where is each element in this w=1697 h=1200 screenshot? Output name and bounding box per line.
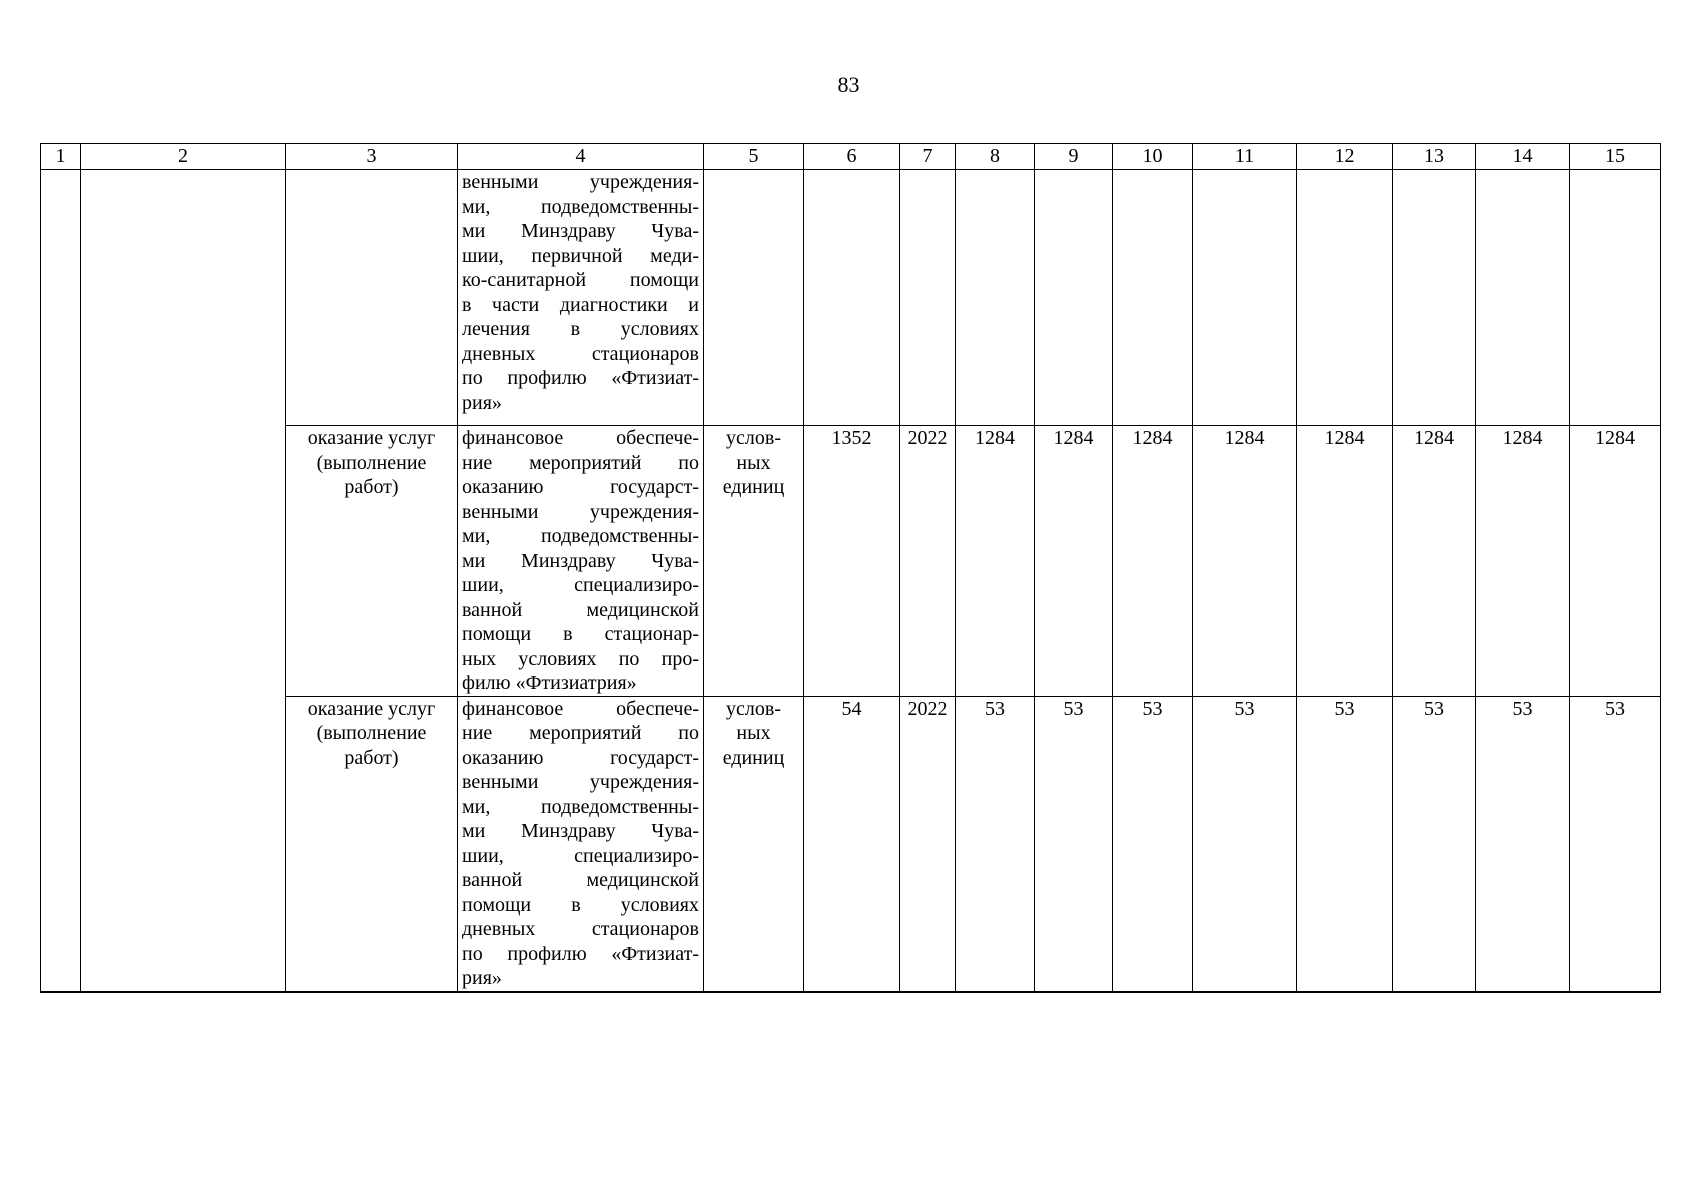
description-line: лечения в условиях <box>462 318 699 340</box>
description-line: ванной медицинской <box>462 598 699 621</box>
description-line: ванной медицинской <box>462 869 699 891</box>
value-cell: 1352 <box>804 426 900 697</box>
value-cell <box>1393 170 1476 426</box>
data-table <box>40 143 1661 993</box>
column-header: 2 <box>81 144 286 170</box>
service-type-line: оказание услуг <box>307 697 436 720</box>
description-line: ных условиях по про- <box>462 647 699 670</box>
value-cell: 1284 <box>1035 426 1113 697</box>
description-line: ко-санитарной помощи <box>462 269 699 291</box>
description-line: ние мероприятий по <box>462 451 699 474</box>
value-cell <box>1297 170 1393 426</box>
table-row <box>41 426 1661 697</box>
value-cell <box>1476 170 1570 426</box>
column-number-row <box>41 144 1661 170</box>
column-header: 7 <box>900 144 956 170</box>
column-header: 1 <box>41 144 81 170</box>
name-cell <box>81 696 286 992</box>
description-line: ми, подведомственны- <box>462 795 699 818</box>
value-cell <box>1035 170 1113 426</box>
value-cell: 2022 <box>900 426 956 697</box>
value-cell: 1284 <box>1393 426 1476 697</box>
description-line: дневных стационаров <box>462 918 699 940</box>
table-row <box>41 696 1661 992</box>
description-line: финансовое обеспече- <box>462 427 699 449</box>
description-line: дневных стационаров <box>462 342 699 365</box>
description-line: по профилю «Фтизиат- <box>462 367 699 389</box>
description-line: шии, специализиро- <box>462 844 699 867</box>
unit-line: ных <box>736 722 771 744</box>
description-line: ние мероприятий по <box>462 722 699 744</box>
description-line: ми, подведомственны- <box>462 195 699 218</box>
column-header: 3 <box>286 144 458 170</box>
value-cell: 53 <box>1393 696 1476 992</box>
column-header: 9 <box>1035 144 1113 170</box>
description-line: шии, специализиро- <box>462 574 699 596</box>
description-line: финансовое обеспече- <box>462 697 699 720</box>
value-cell: 1284 <box>1297 426 1393 697</box>
description-line: венными учреждения- <box>462 771 699 793</box>
value-cell <box>804 170 900 426</box>
description-line: помощи в условиях <box>462 893 699 916</box>
value-cell <box>956 170 1035 426</box>
value-cell: 53 <box>1297 696 1393 992</box>
value-cell: 54 <box>804 696 900 992</box>
value-cell: 1284 <box>956 426 1035 697</box>
description-line: шии, первичной меди- <box>462 244 699 267</box>
description-line: ми Минздраву Чува- <box>462 820 699 842</box>
column-header: 15 <box>1570 144 1661 170</box>
value-cell: 1284 <box>1570 426 1661 697</box>
description-line: венными учреждения- <box>462 500 699 523</box>
value-cell: 53 <box>1193 696 1297 992</box>
value-cell: 53 <box>1035 696 1113 992</box>
column-header: 8 <box>956 144 1035 170</box>
value-cell: 1284 <box>1193 426 1297 697</box>
description-cell <box>458 170 704 426</box>
page-number: 83 <box>837 72 860 97</box>
value-cell: 1284 <box>1476 426 1570 697</box>
column-header: 5 <box>704 144 804 170</box>
service-type-line: работ) <box>344 476 399 498</box>
value-cell: 53 <box>1476 696 1570 992</box>
description-cell <box>458 426 704 697</box>
description-line: рия» <box>462 391 502 414</box>
description-line: рия» <box>462 967 502 989</box>
unit-line: единиц <box>722 476 785 498</box>
value-cell: 53 <box>956 696 1035 992</box>
service-type-cell <box>286 696 458 992</box>
value-cell: 53 <box>1113 696 1193 992</box>
value-cell: 53 <box>1570 696 1661 992</box>
value-cell <box>900 170 956 426</box>
column-header: 13 <box>1393 144 1476 170</box>
unit-line: единиц <box>722 746 785 769</box>
column-header: 12 <box>1297 144 1393 170</box>
value-cell: 1284 <box>1113 426 1193 697</box>
column-header: 10 <box>1113 144 1193 170</box>
description-cell <box>458 696 704 992</box>
description-line: оказанию государст- <box>462 746 699 769</box>
service-type-line: работ) <box>344 746 399 769</box>
column-header: 4 <box>458 144 704 170</box>
description-line: ми, подведомственны- <box>462 525 699 547</box>
value-cell <box>1113 170 1193 426</box>
unit-cell <box>704 426 804 697</box>
column-header: 6 <box>804 144 900 170</box>
description-line: венными учреждения- <box>462 171 699 193</box>
description-line: помощи в стационар- <box>462 623 699 645</box>
column-header: 11 <box>1193 144 1297 170</box>
description-line: в части диагностики и <box>462 293 699 316</box>
unit-cell <box>704 696 804 992</box>
description-line: ми Минздраву Чува- <box>462 549 699 572</box>
description-line: ми Минздраву Чува- <box>462 220 699 242</box>
value-cell: 2022 <box>900 696 956 992</box>
table-body <box>41 170 1661 992</box>
description-line: оказанию государст- <box>462 476 699 498</box>
row-number-cell <box>41 170 81 426</box>
description-line: филю «Фтизиатрия» <box>462 672 637 694</box>
row-number-cell <box>41 426 81 697</box>
service-type-line: оказание услуг <box>307 427 436 449</box>
unit-cell <box>704 170 804 426</box>
unit-line: услов- <box>726 697 781 720</box>
value-cell <box>1193 170 1297 426</box>
service-type-cell <box>286 170 458 426</box>
description-line: по профилю «Фтизиат- <box>462 942 699 965</box>
row-number-cell <box>41 696 81 992</box>
table-row <box>41 170 1661 426</box>
service-type-line: (выполнение <box>316 722 427 744</box>
name-cell <box>81 426 286 697</box>
unit-line: услов- <box>726 427 781 449</box>
service-type-line: (выполнение <box>316 451 427 474</box>
unit-line: ных <box>736 451 771 474</box>
name-cell <box>81 170 286 426</box>
column-header: 14 <box>1476 144 1570 170</box>
value-cell <box>1570 170 1661 426</box>
service-type-cell <box>286 426 458 697</box>
